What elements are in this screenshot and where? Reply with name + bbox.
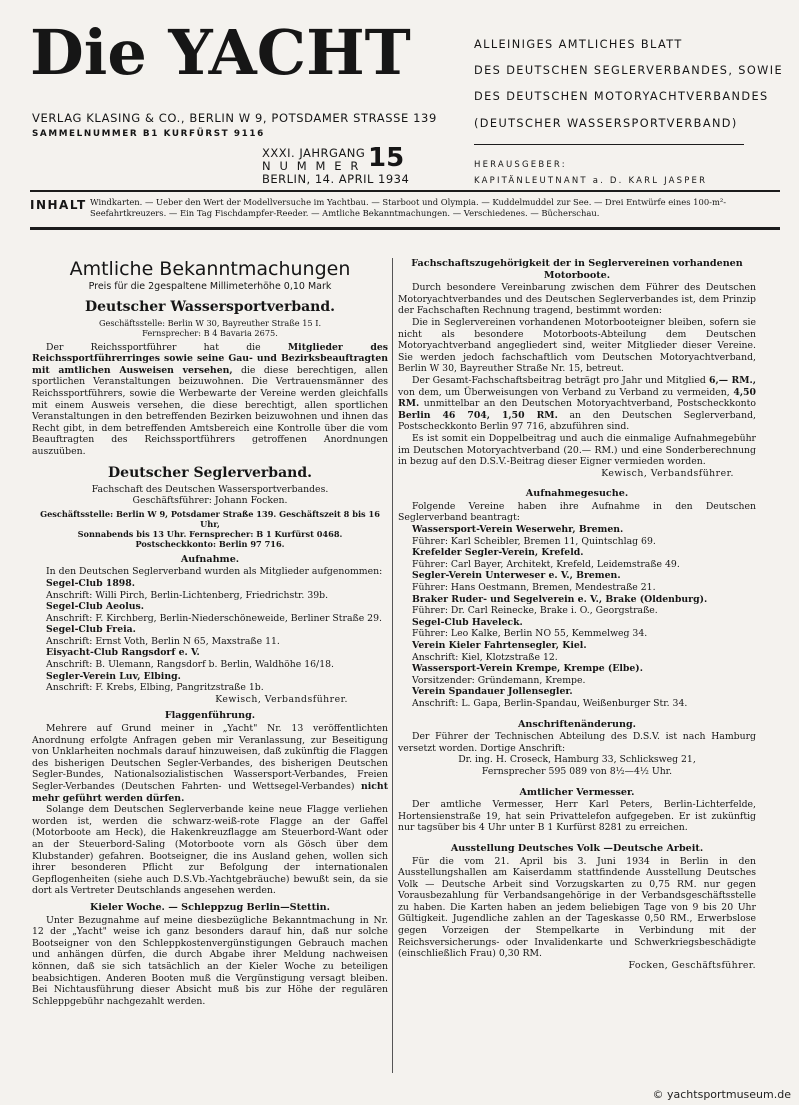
fach-paragraph-2: Die in Seglervereinen vorhandenen Motorbooteigner bleiben, sofern sie nicht als besondere Motorboots-Abteilung dem Deutschen Motoryachtverband angegliedert sind, weiter Mitglieder dieser Vereine. Sie werden jedoch fachschaftlich vom Deutschen Motoryachtverband, Berlin W 30, Bayreuther Straße Nr. 15, betreut.	[398, 316, 756, 375]
club-address: Führer: Karl Scheibler, Bremen 11, Quintschlag 69.	[412, 535, 656, 547]
club-address: Anschrift: Willi Pirch, Berlin-Lichtenberg, Friedrichstr. 39b.	[46, 589, 329, 601]
masthead-rule	[30, 190, 780, 192]
club-address: Führer: Dr. Carl Reinecke, Brake i. O., Georgstraße.	[412, 605, 658, 617]
dsv-heading: Deutscher Seglerverband.	[108, 464, 312, 481]
gesuche-heading: Aufnahmegesuche.	[525, 488, 629, 500]
aufnahme-intro: In den Deutschen Seglerverband wurden als Mitglieder aufgenommen:	[46, 566, 383, 578]
club-name: Segler-Verein Unterweser e. V., Bremen.	[412, 570, 621, 582]
announcements-heading: Amtliche Bekanntmachungen	[69, 258, 351, 280]
dsv-sub: Fachschaft des Deutschen Wassersportverbandes.	[91, 483, 329, 495]
anschrift-line-1: Dr. ing. H. Croseck, Hamburg 33, Schlicksweg 21,	[458, 754, 696, 766]
kiel-heading: Kieler Woche. — Schleppzug Berlin—Stettin.	[90, 901, 330, 913]
dwv-phone: Fernsprecher: B 4 Bavaria 2675.	[142, 327, 278, 338]
volume: XXXI. JAHRGANG	[262, 146, 366, 160]
issue-date: BERLIN, 14. APRIL 1934	[262, 172, 410, 186]
official-line-3: DES DEUTSCHEN MOTORYACHTVERBANDES	[474, 90, 769, 103]
dwv-heading: Deutscher Wassersportverband.	[84, 298, 336, 315]
kiel-paragraph: Unter Bezugnahme auf meine diesbezügliche Bekanntmachung in Nr. 12 der „Yacht" weise ich ganz besonders darauf hin, daß nur solche Bootseigner von den Schleppkostenvergünstigungen Gebrauch machen und anhängen dürfen, die durch Abgabe ihrer Meldung nachweisen können, daß sie sich tatsächlich an der Kieler Woche zu beteiligen beabsichtigen. Anderen Booten muß die Vergünstigung versagt bleiben. Bei Nichtausführung dieser Absicht muß bis zur Höhe der regulären Schleppgebühr nachgezahlt werden.	[32, 914, 388, 1007]
fach-heading: Fachschaftszugehörigkeit der in Seglervereinen vorhandenen Motorboote.	[411, 258, 743, 281]
club-name: Braker Ruder- und Segelverein e. V., Brake (Oldenburg).	[412, 593, 708, 605]
club-address: Anschrift: L. Gapa, Berlin-Spandau, Weißenburger Str. 34.	[412, 697, 688, 709]
club-name: Krefelder Segler-Verein, Krefeld.	[412, 547, 584, 559]
dwv-office: Geschäftsstelle: Berlin W 30, Bayreuther Straße 15 I.	[98, 317, 322, 328]
club-address: Anschrift: Kiel, Klotzstraße 12.	[412, 651, 558, 663]
club-address: Anschrift: F. Kirchberg, Berlin-Niederschöneweide, Berliner Straße 29.	[46, 612, 382, 624]
club-name: Eisyacht-Club Rangsdorf e. V.	[46, 647, 200, 659]
left-column	[32, 258, 388, 1007]
official-line-1: ALLEINIGES AMTLICHES BLATT	[474, 38, 683, 51]
aufnahme-heading: Aufnahme.	[180, 553, 240, 565]
club-name: Segel-Club Haveleck.	[412, 616, 523, 628]
club-name: Segel-Club 1898.	[46, 577, 135, 589]
publisher-line: VERLAG KLASING & CO., BERLIN W 9, POTSDAMER STRASSE 139	[32, 111, 437, 125]
dsv-office-2: Sonnabends bis 13 Uhr. Fernsprecher: B 1 Kurfürst 0468.	[77, 528, 343, 539]
club-address: Anschrift: Ernst Voth, Berlin N 65, Maxstraße 11.	[46, 635, 280, 647]
official-line-2: DES DEUTSCHEN SEGLERVERBANDES, SOWIE	[474, 64, 783, 77]
anschrift-paragraph: Der Führer der Technischen Abteilung des D.S.V. ist nach Hamburg versetzt worden. Dortige Anschrift:	[398, 731, 756, 754]
club-address: Anschrift: B. Ulemann, Rangsdorf b. Berlin, Waldhöhe 16/18.	[46, 659, 334, 671]
vermesser-paragraph: Der amtliche Vermesser, Herr Karl Peters, Berlin-Lichterfelde, Hortensienstraße 19, hat sein Privattelefon aufgegeben. Er ist zukünftig nur tagsüber bis 4 Uhr unter B 1 Kurfürst 8281 zu erreichen.	[398, 799, 756, 834]
club-name: Segel-Club Aeolus.	[46, 601, 144, 613]
contents-rule	[30, 227, 780, 230]
fach-paragraph-1: Durch besondere Vereinbarung zwischen dem Führer des Deutschen Motoryachtverbandes und des Deutschen Seglerverbandes ist, dem Prinzip der Fachschaften Rechnung tragend, bestimmt worden:	[398, 282, 756, 317]
official-line-4: (DEUTSCHER WASSERSPORTVERBAND)	[474, 117, 738, 130]
ausstellung-signature: Focken, Geschäftsführer.	[628, 959, 756, 971]
anschrift-line-2: Fernsprecher 595 089 von 8½—4½ Uhr.	[481, 765, 673, 777]
editor-name: KAPITÄNLEUTNANT a. D. KARL JASPER	[474, 176, 708, 186]
club-address: Vorsitzender: Gründemann, Krempe.	[412, 674, 586, 686]
issue-number: 15	[368, 143, 405, 173]
masthead-rule-right	[474, 144, 744, 145]
ausstellung-paragraph: Für die vom 21. April bis 3. Juni 1934 in Berlin in den Ausstellungshallen am Kaiserdamm stattfindende Ausstellung Deutsches Volk — Deutsche Arbeit sind Vorzugskarten zu 0,75 RM. nur gegen Vorausbezahlung für Verbandsangehörige in der Verbandsgeschäftsstelle zu haben. Die Karten haben an jedem beliebigen Tage von 9 bis 20 Uhr Gültigkeit. Jugendliche zahlen an der Tageskasse 0,50 RM., Erwerbslose gegen Vorzeigen der Stempelkarte in Verbindung mit der Reichsversicherungs- oder Invalidenkarte und Schwerkriegsbeschädigte (einschließlich Frau) 0,30 RM.	[398, 855, 756, 960]
flaggen-paragraph-2: Solange dem Deutschen Seglerverbande keine neue Flagge verliehen worden ist, werden die schwarz-weiß-rote Flagge an der Gaffel (Motorboote am Heck), die Hakenkreuzflagge am Steuerbord-Want oder an der Steuerbord-Saling (Motorboote vorn als Gösch über dem Klubstander) gefahren. Bootseigner, die ins Ausland gehen, wollen sich ihrer besonderen Pflicht zur Befolgung der internationalen Gepflogenheiten (siehe auch D.S.Vb.-Yachtgebräuche) bewußt sein, da sie dort als Vertreter Deutschlands angesehen werden.	[32, 804, 388, 897]
flaggen-paragraph-1: Mehrere auf Grund meiner in „Yacht" Nr. 13 veröffentlichten Anordnung erfolgte Anfragen geben mir Veranlassung, zur Beseitigung von Unklarheiten nochmals darauf hinzuweisen, daß zukünftig die Flaggen des bisherigen Deutschen Segler-Verbandes, des bisherigen Deutschen Segler-Bundes, Nationalsozialistischen Wassersport-Verbandes, Freien Segler-Verbandes (Deutschen Fahrten- und Wettsegel-Verbandes) nicht mehr geführt werden dürfen.	[32, 723, 388, 804]
vermesser-heading: Amtlicher Vermesser.	[519, 786, 635, 798]
club-name: Segel-Club Freia.	[46, 624, 136, 636]
magazine-title: Die YACHT	[30, 16, 411, 89]
aufnahme-signature: Kewisch, Verbandsführer.	[215, 693, 348, 705]
club-address: Führer: Carl Bayer, Architekt, Krefeld, Leidemstraße 49.	[412, 558, 680, 570]
fach-paragraph-4: Es ist somit ein Doppelbeitrag und auch die einmalige Aufnahmegebühr im Deutschen Motoryachtverband (20.— RM.) und eine Sonderberechnung in bezug auf den D.S.V.-Beitrag dieser Eigner vermieden worden.	[398, 432, 756, 468]
fach-paragraph-3: Der Gesamt-Fachschaftsbeitrag beträgt pro Jahr und Mitglied 6,— RM., von dem, um Überweisungen von Verband zu Verband zu vermeiden, 4,50 RM. unmittelbar an den Deutschen Motoryachtverband, Postscheckkonto Berlin 46 704, 1,50 RM. an den Deutschen Seglerverband, Postscheckkonto Berlin 97 716, abzuführen sind.	[398, 374, 757, 433]
gesuche-list	[398, 524, 756, 710]
dsv-office-1: Geschäftsstelle: Berlin W 9, Potsdamer Straße 139. Geschäftszeit 8 bis 16 Uhr,	[40, 508, 380, 529]
number-label: N U M M E R	[262, 159, 361, 173]
club-address: Führer: Hans Oestmann, Bremen, Mendestraße 21.	[412, 582, 656, 594]
anschrift-heading: Anschriftenänderung.	[517, 718, 637, 730]
club-address: Anschrift: F. Krebs, Elbing, Pangritzstraße 1b.	[46, 682, 264, 694]
contents-label: INHALT	[30, 198, 87, 212]
editor-label: HERAUSGEBER:	[474, 160, 567, 170]
club-address: Führer: Leo Kalke, Berlin NO 55, Kemmelweg 34.	[412, 628, 648, 640]
watermark: © yachtsportmuseum.de	[652, 1088, 791, 1101]
aufnahme-list	[32, 578, 388, 694]
flaggen-heading: Flaggenführung.	[164, 710, 256, 722]
dsv-leader: Geschäftsführer: Johann Focken.	[132, 495, 288, 507]
club-name: Wassersport-Verein Krempe, Krempe (Elbe).	[412, 663, 643, 675]
fach-signature: Kewisch, Verbandsführer.	[601, 467, 734, 479]
phone-line: SAMMELNUMMER B1 KURFÜRST 9116	[32, 129, 265, 139]
price-note: Preis für die 2gespaltene Millimeterhöhe 0,10 Mark	[88, 281, 332, 292]
dsv-office-3: Postscheckkonto: Berlin 97 716.	[135, 538, 285, 549]
club-name: Wassersport-Verein Weserwehr, Bremen.	[412, 524, 624, 536]
gesuche-intro: Folgende Vereine haben ihre Aufnahme in den Deutschen Seglerverband beantragt:	[398, 500, 756, 524]
contents-text: Windkarten. — Ueber den Wert der Modellversuche im Yachtbau. — Starboot und Olympia. — Kuddelmuddel zur See. — Drei Entwürfe eines 100-m²-Seefahrtkreuzers. — Ein Tag Fischdampfer-Reeder. — Amtliche Bekanntmachungen. — Verschiedenes. — Bücherschau.	[90, 197, 727, 218]
club-name: Verein Kieler Fahrtensegler, Kiel.	[412, 640, 587, 651]
ausstellung-heading: Ausstellung Deutsches Volk —Deutsche Arbeit.	[450, 842, 704, 854]
dwv-paragraph: Der Reichssportführer hat die Mitglieder des Reichssportführerringes sowie seine Gau- und Bezirksbeauftragten mit amtlichen Ausweisen versehen, die diese berechtigen, allen sportlichen Veranstaltungen beizuwohnen. Die Vertrauensmänner des Reichssportführers, sowie die Werbewarte der Vereine werden gleichfalls mit einem Ausweis versehen, die diese berechtigt, allen sportlichen Veranstaltungen in den betreffenden Bezirken beizuwohnen und ihnen das Recht gibt, in dem betreffenden Amtsbereich eine Kontrolle über die vom Beauftragten des Reichssportführers getroffenen Anordnungen auszuüben.	[32, 341, 388, 457]
club-name: Segler-Verein Luv, Elbing.	[46, 670, 181, 682]
column-divider	[392, 258, 393, 1073]
club-name: Verein Spandauer Jollensegler.	[412, 686, 573, 698]
right-column	[398, 258, 756, 971]
